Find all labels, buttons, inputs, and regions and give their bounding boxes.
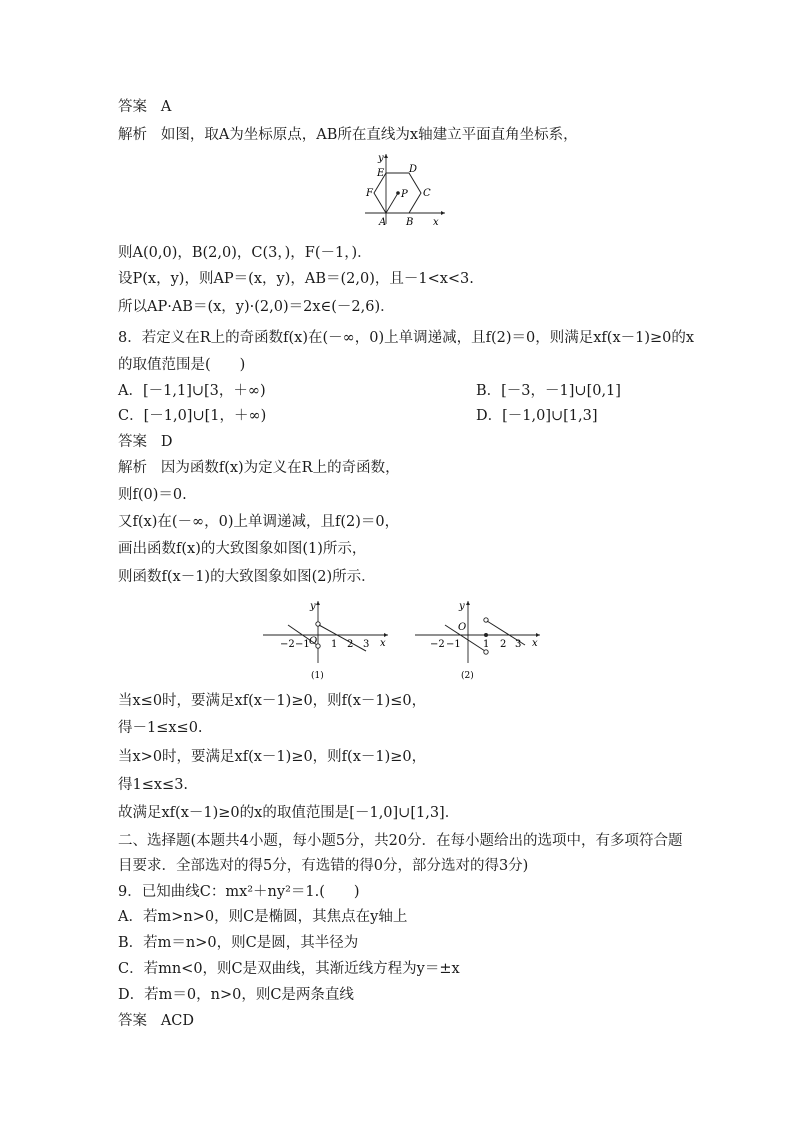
q8-options-row-2 [118, 406, 598, 426]
analysis-line [118, 125, 578, 145]
label-y: y [378, 153, 384, 164]
answer-label: 答案 [118, 99, 147, 115]
step-7: 当x>0时，要满足xf(x－1)≥0，则f(x－1)≥0， [118, 749, 427, 765]
hexagon-figure [355, 148, 450, 230]
answer-8-value: D [160, 434, 173, 450]
solution-line-3: 则A(0,0)，B(2,0)，C(3，)，F(－1，)． [118, 245, 372, 261]
analysis-text: 如图，取A为坐标原点，AB所在直线为x轴建立平面直角坐标系， [160, 127, 578, 143]
label-P: P [401, 189, 408, 200]
q8-option-c: C．[－1,0]∪[1，＋∞) [118, 408, 267, 424]
graph-1 [258, 597, 393, 685]
graph2-caption: (2) [461, 671, 474, 681]
analysis-label: 解析 [118, 127, 147, 143]
solution-line-4: 设P(x，y)，则AP＝(x，y)，AB＝(2,0)，且－1<x<3. [118, 271, 474, 287]
answer-9-label: 答案 [118, 1013, 147, 1029]
graph2-y: y [459, 601, 465, 612]
label-C: C [423, 188, 431, 199]
answer-line [118, 97, 171, 117]
step-5: 当x≤0时，要满足xf(x－1)≥0，则f(x－1)≤0， [118, 693, 427, 709]
graph2-tick-neg2: −2 [430, 639, 445, 650]
q9-option-b: B．若m＝n>0，则C是圆，其半径为 [118, 935, 359, 951]
graph-2 [410, 597, 545, 685]
graph2-tick-1: 1 [483, 639, 490, 650]
answer-8-line [118, 432, 172, 452]
graph1-y: y [310, 601, 316, 612]
graph1-tick-3: 3 [363, 639, 370, 650]
q8-option-a: A．[－1,1]∪[3，＋∞) [118, 383, 266, 399]
analysis-8-line [118, 458, 400, 478]
label-A: A [379, 217, 387, 228]
step-1: 则f(0)＝0. [118, 487, 187, 503]
graph2-tick-2: 2 [500, 639, 507, 650]
q8-option-d: D．[－1,0]∪[1,3] [476, 408, 598, 424]
label-x: x [433, 217, 439, 228]
analysis-8-label: 解析 [118, 460, 147, 476]
q8-option-b: B．[－3，－1]∪[0,1] [476, 383, 621, 399]
graph1-O: O [309, 636, 318, 647]
q9-option-a: A．若m>n>0，则C是椭圆，其焦点在y轴上 [118, 909, 408, 925]
graph2-x: x [532, 638, 538, 649]
question-8-line-1: 8．若定义在R上的奇函数f(x)在(－∞，0)上单调递减，且f(2)＝0，则满足xf(x－1)≥0的x [118, 330, 695, 346]
answer-value: A [160, 99, 172, 115]
label-D: D [409, 164, 418, 175]
graph2-tick-3: 3 [515, 639, 522, 650]
step-6: 得－1≤x≤0. [118, 720, 203, 736]
question-8-line-2: 的取值范围是( ) [118, 357, 246, 373]
answer-9-value: ACD [160, 1013, 195, 1029]
answer-8-label: 答案 [118, 434, 147, 450]
section-2-heading-line-1: 二、选择题(本题共4小题，每小题5分，共20分．在每小题给出的选项中，有多项符合题 [118, 833, 683, 849]
graph1-tick-neg2: −2 [280, 639, 295, 650]
step-2: 又f(x)在(－∞，0)上单调递减，且f(2)＝0， [118, 514, 400, 530]
graph1-tick-2: 2 [347, 639, 354, 650]
label-F: F [366, 188, 373, 199]
answer-9-line [118, 1011, 194, 1031]
q9-option-c: C．若mn<0，则C是双曲线，其渐近线方程为y＝±x [118, 961, 460, 977]
graph1-tick-neg1: −1 [295, 639, 310, 650]
graph1-caption: (1) [311, 671, 324, 681]
analysis-8-text: 因为函数f(x)为定义在R上的奇函数， [160, 460, 400, 476]
section-2-heading-line-2: 目要求．全部选对的得5分，有选错的得0分，部分选对的得3分) [118, 858, 529, 874]
label-E: E [377, 168, 385, 179]
step-9: 故满足xf(x－1)≥0的x的取值范围是[－1,0]∪[1,3]． [118, 805, 460, 821]
step-3: 画出函数f(x)的大致图象如图(1)所示， [118, 541, 367, 557]
graph2-O: O [458, 622, 467, 633]
graph1-tick-1: 1 [331, 639, 338, 650]
step-8: 得1≤x≤3. [118, 777, 189, 793]
solution-line-5: 所以AP·AB＝(x，y)·(2,0)＝2x∈(－2,6)． [118, 299, 395, 315]
label-B: B [406, 217, 414, 228]
q9-option-d: D．若m＝0，n>0，则C是两条直线 [118, 987, 354, 1003]
step-4: 则函数f(x－1)的大致图象如图(2)所示． [118, 569, 376, 585]
graph1-x: x [380, 638, 386, 649]
q8-options-row-1 [118, 381, 621, 401]
question-9: 9．已知曲线C：mx²＋ny²＝1.( ) [118, 884, 360, 900]
graph2-tick-neg1: −1 [446, 639, 461, 650]
